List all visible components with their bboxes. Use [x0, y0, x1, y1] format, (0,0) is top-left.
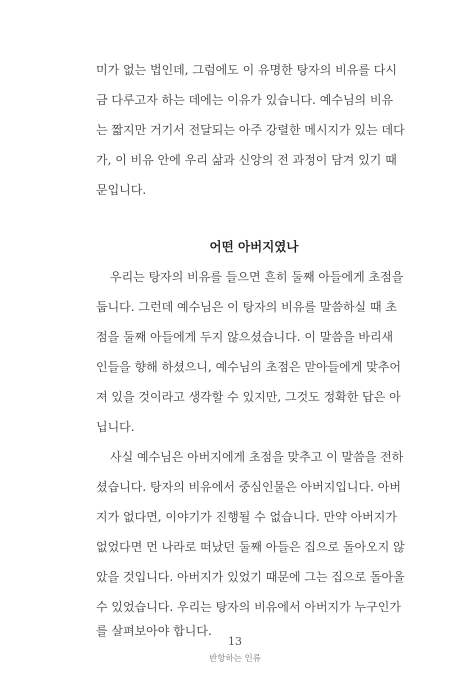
text-line: 우리는 탕자의 비유를 들으면 흔히 둘째 아들에게 초점을	[110, 270, 404, 284]
text-line: 지가 없다면, 이야기가 진행될 수 없습니다. 만약 아버지가	[96, 510, 397, 524]
text-line: 사실 예수님은 아버지에게 초점을 맞추고 이 말씀을 전하	[110, 450, 404, 464]
text-line: 닙니다.	[96, 420, 135, 434]
text-line: 점을 둘째 아들에게 두지 않으셨습니다. 이 말씀을 바리새	[96, 330, 394, 344]
text-line: 았을 것입니다. 아버지가 있었기 때문에 그는 집으로 돌아올	[96, 570, 405, 584]
text-line: 는 짧지만 거기서 전달되는 아주 강렬한 메시지가 있는 데다	[96, 123, 405, 137]
text-line: 둡니다. 그런데 예수님은 이 탕자의 비유를 말씀하실 때 초	[96, 300, 397, 314]
text-line: 문입니다.	[96, 183, 147, 197]
text-line: 없었다면 먼 나라로 떠났던 둘째 아들은 집으로 돌아오지 않	[96, 540, 405, 554]
section-heading: 어떤 아버지였나	[209, 239, 299, 254]
text-line: 인들을 향해 하셨으니, 예수님의 초점은 맏아들에게 맞추어	[96, 360, 401, 374]
running-title: 반항하는 인류	[209, 654, 261, 664]
page-number: 13	[228, 635, 242, 648]
text-line: 수 있었습니다. 우리는 탕자의 비유에서 아버지가 누구인가	[96, 600, 401, 614]
text-line: 금 다루고자 하는 데에는 이유가 있습니다. 예수님의 비유	[96, 93, 394, 107]
text-line: 져 있을 것이라고 생각할 수 있지만, 그것도 정확한 답은 아	[96, 390, 401, 404]
text-line: 미가 없는 법인데, 그럼에도 이 유명한 탕자의 비유를 다시	[96, 63, 397, 77]
text-line: 가, 이 비유 안에 우리 삶과 신앙의 전 과정이 담겨 있기 때	[96, 153, 397, 167]
text-line: 를 살펴보아야 합니다.	[96, 624, 212, 638]
text-line: 셨습니다. 탕자의 비유에서 중심인물은 아버지입니다. 아버	[96, 480, 401, 494]
